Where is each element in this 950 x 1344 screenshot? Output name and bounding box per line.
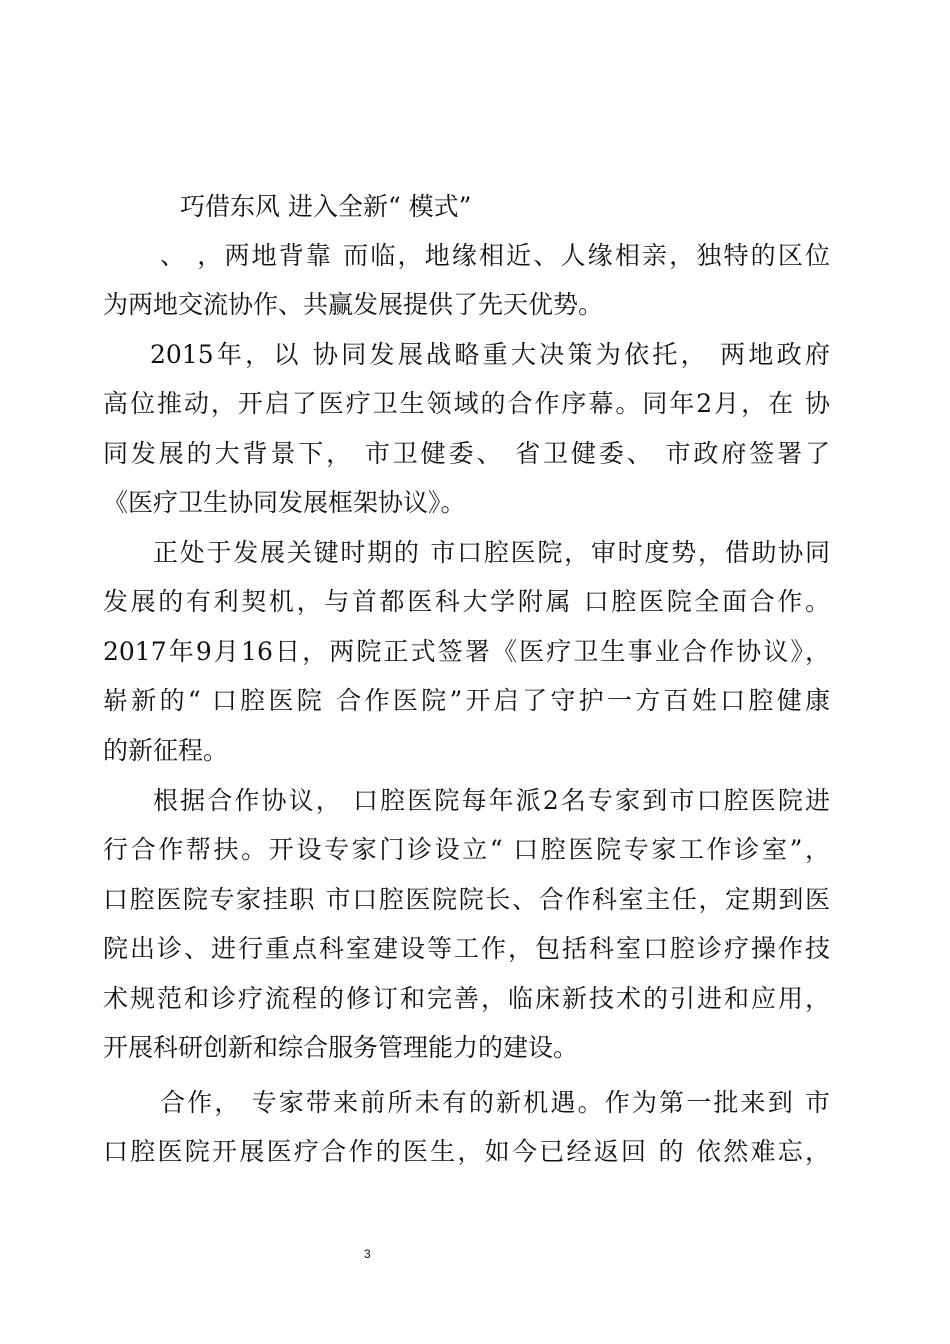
paragraph-line: 根据合作协议， 口腔医院每年派2名专家到市口腔医院进 [153,786,830,815]
paragraph-line: 《医疗卫生协同发展框架协议》。 [103,488,466,517]
paragraph-line: 为两地交流协作、共赢发展提供了先天优势。 [103,290,604,319]
paragraph-line: 正处于发展关键时期的 市口腔医院，审时度势，借助协同 [153,538,830,567]
paragraph-line: 高位推动，开启了医疗卫生领域的合作序幕。同年2月，在 协 [103,389,830,418]
page-number: 3 [364,1247,371,1261]
paragraph-line: 术规范和诊疗流程的修订和完善，临床新技术的引进和应用， [103,984,830,1013]
paragraph-line: 合作， 专家带来前所未有的新机遇。作为第一批来到 市 [160,1088,830,1117]
paragraph-line: 口腔医院专家挂职 市口腔医院院长、合作科室主任，定期到医 [103,885,830,914]
paragraph-line: 行合作帮扶。开设专家门诊设立“ 口腔医院专家工作诊室”， [103,835,830,864]
paragraph-line: 、 ，两地背靠 而临，地缘相近、人缘相亲，独特的区位 [160,241,830,270]
paragraph-line: 发展的有利契机，与首都医科大学附属 口腔医院全面合作。 [103,587,830,616]
paragraph-line: 2017年9月16日，两院正式签署《医疗卫生事业合作协议》， [103,637,830,666]
paragraph-line: 口腔医院开展医疗合作的医生，如今已经返回 的 依然难忘， [103,1137,830,1166]
paragraph-line: 开展科研创新和综合服务管理能力的建设。 [103,1033,579,1062]
paragraph-line: 2015年，以 协同发展战略重大决策为依托， 两地政府 [150,340,830,369]
paragraph-line: 崭新的“ 口腔医院 合作医院”开启了守护一方百姓口腔健康 [103,686,830,715]
paragraph-line: 院出诊、进行重点科室建设等工作，包括科室口腔诊疗操作技 [103,934,830,963]
paragraph-line: 的新征程。 [103,736,229,765]
paragraph-line: 同发展的大背景下， 市卫健委、 省卫健委、 市政府签署了 [103,439,830,468]
section-heading: 巧借东风 进入全新“ 模式” [180,192,472,221]
